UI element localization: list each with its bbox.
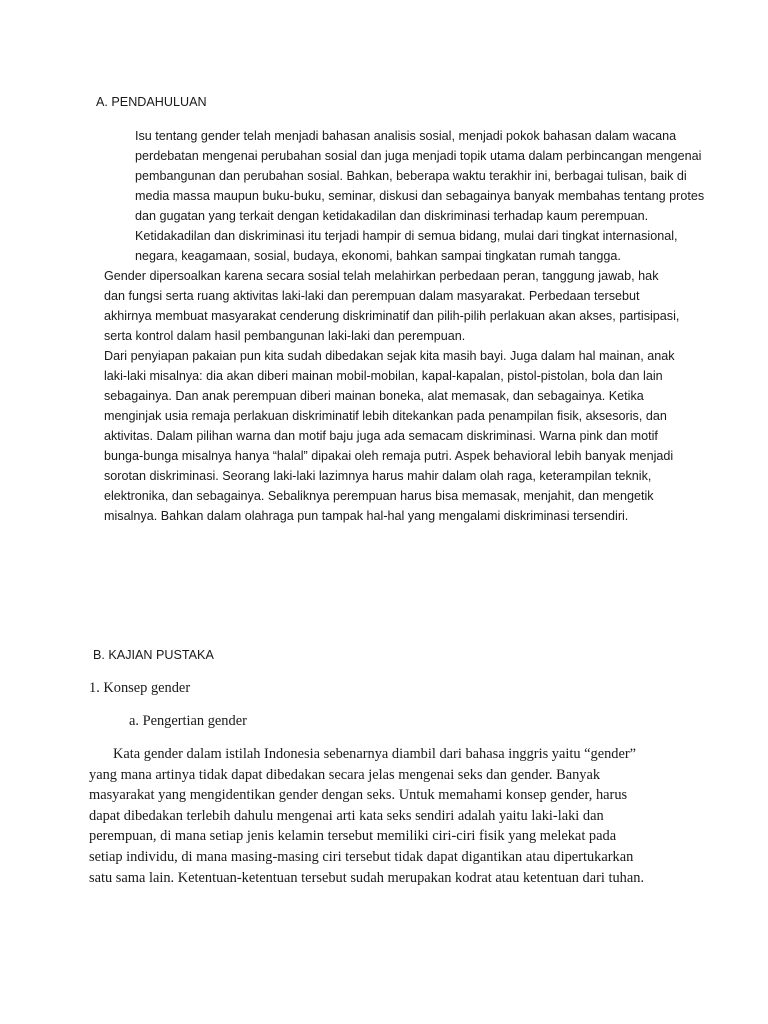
paragraph-3 <box>89 346 689 526</box>
text-line: perdebatan mengenai perubahan sosial dan juga menjadi topik utama dalam perbincangan mengenai <box>135 149 702 163</box>
text-line: Gender dipersoalkan karena secara sosial telah melahirkan perbedaan peran, tanggung jawab, hak <box>104 269 659 283</box>
section-a-heading: A. PENDAHULUAN <box>96 95 207 109</box>
text-line: akhirnya membuat masyarakat cenderung diskriminatif dan pilih-pilih perlakuan akan akses, partisipasi, <box>104 309 680 323</box>
text-line: Dari penyiapan pakaian pun kita sudah dibedakan sejak kita masih bayi. Juga dalam hal mainan, anak <box>104 349 675 363</box>
text-line: dapat dibedakan terlebih dahulu mengenai arti kata seks sendiri adalah yaitu laki-laki dan <box>89 807 604 824</box>
subheading-konsep-gender: 1. Konsep gender <box>89 680 191 696</box>
text-line: perempuan, di mana setiap jenis kelamin tersebut memiliki ciri-ciri fisik yang melekat pada <box>89 828 617 845</box>
text-line: media massa maupun buku-buku, seminar, diskusi dan sebagainya banyak membahas tentang protes <box>135 189 705 203</box>
text-line: sorotan diskriminasi. Seorang laki-laki lazimnya harus mahir dalam olah raga, keterampilan teknik, <box>104 469 652 483</box>
paragraph-pengertian-gender <box>89 744 689 888</box>
text-line: bunga-bunga misalnya hanya “halal” dipakai oleh remaja putri. Aspek behavioral lebih banyak menjadi <box>104 449 674 463</box>
text-line: setiap individu, di mana masing-masing ciri tersebut tidak dapat digantikan atau dipertukarkan <box>89 848 634 865</box>
text-line: negara, keagamaan, sosial, budaya, ekonomi, bahkan sampai tingkatan rumah tangga. <box>135 249 621 263</box>
text-line: Kata gender dalam istilah Indonesia sebenarnya diambil dari bahasa inggris yaitu “gender” <box>113 746 637 762</box>
subheading-pengertian-gender: a. Pengertian gender <box>129 713 247 729</box>
text-line: pembangunan dan perubahan sosial. Bahkan, beberapa waktu terakhir ini, berbagai tulisan, baik di <box>135 169 687 183</box>
text-line: menginjak usia remaja perlakuan diskriminatif lebih ditekankan pada penampilan fisik, aksesoris, dan <box>104 409 667 423</box>
paragraph-2 <box>89 266 689 346</box>
text-line: aktivitas. Dalam pilihan warna dan motif baju juga ada semacam diskriminasi. Warna pink dan motif <box>104 429 658 443</box>
text-line: Isu tentang gender telah menjadi bahasan analisis sosial, menjadi pokok bahasan dalam wacana <box>135 129 677 143</box>
text-line: misalnya. Bahkan dalam olahraga pun tampak hal-hal yang mengalami diskriminasi tersendiri. <box>104 509 629 523</box>
text-line: masyarakat yang mengidentikan gender dengan seks. Untuk memahami konsep gender, harus <box>89 787 628 804</box>
paragraph-1 <box>89 126 705 266</box>
text-line: satu sama lain. Ketentuan-ketentuan tersebut sudah merupakan kodrat atau ketentuan dari tuhan. <box>89 869 645 886</box>
section-a-body <box>89 126 705 526</box>
text-line: sebagainya. Dan anak perempuan diberi mainan boneka, alat memasak, dan sebagainya. Ketika <box>104 389 644 403</box>
text-line: laki-laki misalnya: dia akan diberi mainan mobil-mobilan, kapal-kapalan, pistol-pistolan, bola dan lain <box>104 369 663 383</box>
text-line: serta kontrol dalam hasil pembangunan laki-laki dan perempuan. <box>104 329 466 343</box>
text-line: dan fungsi serta ruang aktivitas laki-laki dan perempuan dalam masyarakat. Perbedaan tersebut <box>104 289 640 303</box>
text-line: Ketidakadilan dan diskriminasi itu terjadi hampir di semua bidang, mulai dari tingkat internasional, <box>135 229 678 243</box>
text-line: elektronika, dan sebagainya. Sebaliknya perempuan harus bisa memasak, menjahit, dan mengetik <box>104 489 654 503</box>
section-b-heading: B. KAJIAN PUSTAKA <box>93 648 214 662</box>
text-line: dan gugatan yang terkait dengan ketidakadilan dan diskriminasi terhadap kaum perempuan. <box>135 209 649 223</box>
text-line: yang mana artinya tidak dapat dibedakan secara jelas mengenai seks dan gender. Banyak <box>89 766 601 783</box>
